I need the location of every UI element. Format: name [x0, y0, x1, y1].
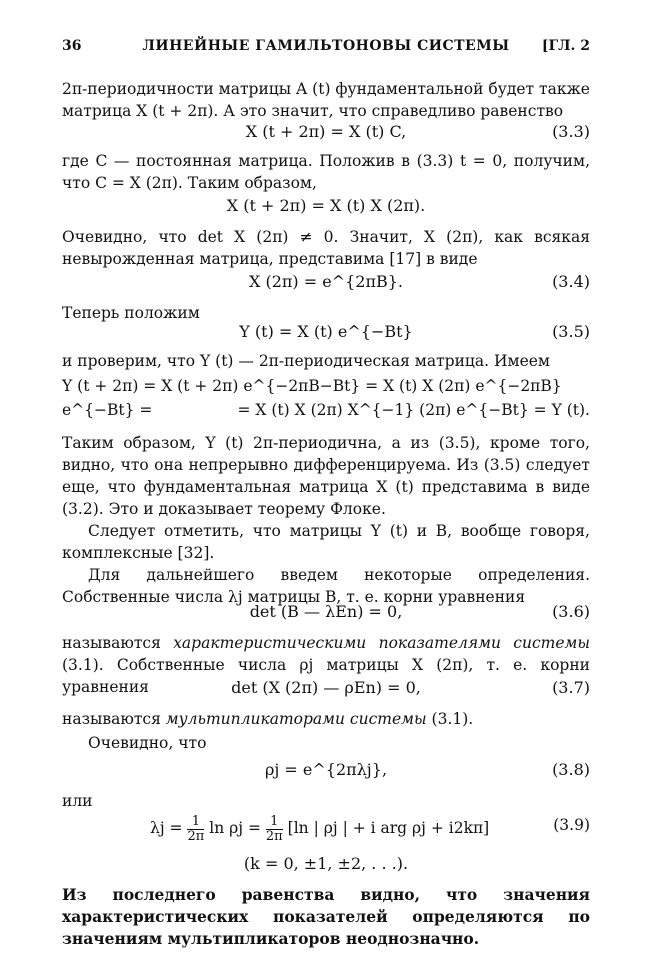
- text-run: называются: [62, 634, 174, 652]
- equation-number: (3.8): [552, 760, 590, 779]
- paragraph-2: где C — постоянная матрица. Положив в (3.3) t = 0, получим, что C = X (2π). Таким образом,: [62, 152, 590, 192]
- fraction-2: [266, 815, 283, 844]
- equation-line-1: Y (t + 2π) = X (t + 2π) e^{−2πB−Bt} = X (t) X (2π) e^{−2πB} e^{−Bt} =: [62, 377, 562, 419]
- equation-number: (3.7): [552, 678, 590, 697]
- equation-number: (3.3): [552, 122, 590, 141]
- paragraph-6: Таким образом, Y (t) 2π-периодична, а из (3.5), кроме того, видно, что она непрерывно дифференцируема. Из (3.5) следует еще, что фундаментальная матрица X (t) представима в виде (3.2). Это и доказывает теорему Флоке.: [62, 434, 590, 518]
- fraction-numerator: 1: [187, 815, 204, 830]
- paragraph-7: Следует отметить, что матрицы Y (t) и B, вообще говоря, комплексные [32].: [62, 522, 590, 562]
- text-run: называются: [62, 710, 166, 728]
- paragraph-10: [62, 708, 590, 730]
- equation-3-9-range: [62, 854, 590, 878]
- equation-3-8: [62, 760, 590, 784]
- equation-3-4: [62, 272, 590, 296]
- equation-number: (3.9): [553, 816, 590, 834]
- equation-expression: [150, 808, 489, 848]
- equation-unnumbered-1: [62, 196, 590, 220]
- equation-expression: det (B — λEn) = 0,: [249, 602, 403, 621]
- equation-number: (3.4): [552, 272, 590, 291]
- running-title: ЛИНЕЙНЫЕ ГАМИЛЬТОНОВЫ СИСТЕМЫ: [142, 38, 510, 54]
- page-number: 36: [62, 38, 82, 54]
- term-multipliers: мультипликаторами системы: [165, 710, 427, 728]
- paragraph-1: 2π-периодичности матрицы A (t) фундаментальной будет также матрица X (t + 2π). А это значит, что справедливо равенство: [62, 80, 590, 120]
- lhs: λj =: [150, 819, 183, 837]
- equation-expression: Y (t) = X (t) e^{−Bt}: [239, 322, 413, 341]
- equation-expression: (k = 0, ±1, ±2, . . .).: [243, 854, 409, 873]
- equation-number: (3.5): [552, 322, 590, 341]
- paragraph-12: или: [62, 792, 93, 810]
- equation-3-5: [62, 322, 590, 346]
- equation-expression: X (t + 2π) = X (t) C,: [245, 122, 407, 141]
- equation-expression: det (X (2π) — ρEn) = 0,: [231, 678, 421, 697]
- paragraph-11: Очевидно, что: [88, 734, 207, 752]
- text-run: (3.1). Собственные числа ρj матрицы X (2π), т. е. корни уравнения: [62, 656, 590, 696]
- equation-expression: ρj = e^{2πλj},: [264, 760, 388, 779]
- term-characteristic-exponents: характеристическими показателями системы: [173, 634, 590, 652]
- chapter-label: [ГЛ. 2: [541, 38, 590, 54]
- equation-expression: X (2π) = e^{2πB}.: [248, 272, 403, 291]
- bracket-term: [ln | ρj | + i arg ρj + i2kπ]: [287, 819, 490, 837]
- fraction-1: [187, 815, 204, 844]
- paragraph-5: и проверим, что Y (t) — 2π-периодическая матрица. Имеем: [62, 352, 550, 370]
- text-run: (3.1).: [426, 710, 474, 728]
- equation-number: (3.6): [552, 602, 590, 621]
- equation-line-2: = X (t) X (2π) X^{−1} (2π) e^{−Bt} = Y (t).: [237, 401, 590, 419]
- equation-3-6: [62, 602, 590, 626]
- paragraph-3: Очевидно, что det X (2π) ≠ 0. Значит, X (2π), как всякая невырожденная матрица, представима [17] в виде: [62, 228, 590, 268]
- fraction-denominator: 2π: [187, 828, 205, 844]
- fraction-numerator: 1: [266, 815, 283, 830]
- equation-3-3: [62, 122, 590, 146]
- running-header: [62, 38, 590, 62]
- equation-unnumbered-2: [62, 374, 590, 422]
- paragraph-8: Для дальнейшего введем некоторые определения. Собственные числа λj матрицы B, т. е. корни уравнения: [62, 566, 590, 606]
- equation-expression: X (t + 2π) = X (t) X (2π).: [226, 196, 426, 215]
- middle: ln ρj =: [209, 819, 261, 837]
- equation-3-9: [62, 808, 590, 848]
- fraction-denominator: 2π: [265, 828, 283, 844]
- paragraph-13: Из последнего равенства видно, что значения характеристических показателей определяются по значениям мультипликаторов неоднозначно.: [62, 885, 590, 948]
- paragraph-4: Теперь положим: [62, 304, 200, 322]
- equation-3-7: [62, 678, 590, 702]
